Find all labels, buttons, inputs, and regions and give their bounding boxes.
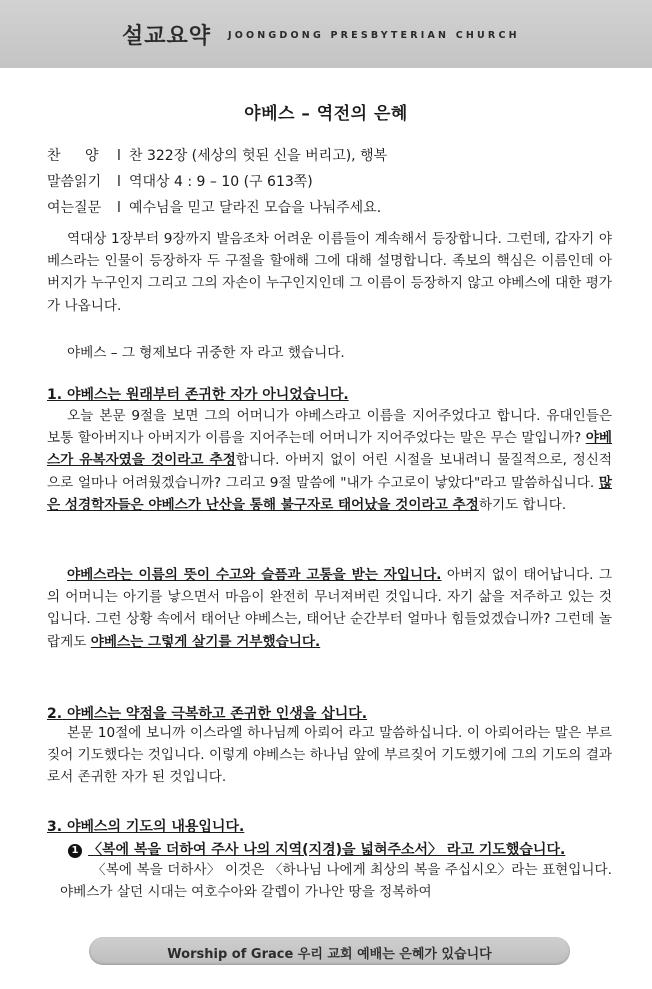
sermon-title: 야베스 – 역전의 은혜 <box>244 104 408 124</box>
section-number: 2. <box>47 706 63 722</box>
prayer-point-text: 〈복에 복을 더하여 주사 나의 지역(지경)을 넓혀주소서〉 라고 기도했습니다. <box>88 842 566 858</box>
jabez-definition <box>47 342 612 364</box>
section-number: 3. <box>47 819 63 835</box>
meta-label: 말씀읽기 <box>47 174 102 190</box>
meta-row-hymn <box>47 145 387 165</box>
emphasis-text: 야베스가 유복자였을 것이라고 추정 <box>47 430 612 469</box>
body-text: 아버지 없이 태어납니다. 그의 어머니는 아기를 낳으면서 마음이 완전히 무너져버린 것입니다. 자기 삶을 저주하고 있는 것입니다. 그런 상황 속에서 태어난 야베스는, 태어난 순간부터 얼마나 힘들었겠습니까? 그런데 놀랍게도 <box>47 567 612 650</box>
body-text: 합니다. 아버지 없이 어린 시절을 보내려니 물질적으로, 정신적으로 얼마나 어려웠겠습니까? 그리고 9절 말씀에 "내가 수고로이 낳았다"라고 말씀하십니다. <box>47 452 612 491</box>
section-1-paragraph-2 <box>47 564 612 653</box>
section-heading-2 <box>47 703 367 723</box>
meta-row-reading <box>47 171 313 191</box>
intro-paragraph <box>47 228 612 317</box>
meta-separator: l <box>117 200 121 216</box>
body-text: 오늘 본문 9절을 보면 그의 어머니가 야베스라고 이름을 지어주었다고 합니다. 유대인들은 보통 할아버지나 아버지가 이름을 지어주는데 어머니가 지어주었다는 말은 무슨 말입니까? <box>47 408 612 447</box>
header-subtitle: JOONGDONG PRESBYTERIAN CHURCH <box>228 30 520 41</box>
meta-label: 찬 양 <box>47 148 109 164</box>
emphasis-text: 야베스라는 이름의 뜻이 수고와 슬픔과 고통을 받는 자입니다. <box>67 567 442 583</box>
section-text: 야베스는 원래부터 존귀한 자가 아니었습니다. <box>66 387 349 403</box>
section-1-paragraph <box>47 405 612 516</box>
section-2-paragraph <box>47 722 612 789</box>
circled-number-icon: 1 <box>68 844 82 858</box>
section-heading-1 <box>47 384 349 404</box>
body-text: 〈복에 복을 더하사〉 이것은 〈하나님 나에게 최상의 복을 주십시오〉라는 표현입니다. 야베스가 살던 시대는 여호수아와 갈렙이 가나안 땅을 정복하여 <box>60 862 612 901</box>
prayer-point <box>68 839 565 859</box>
section-text: 야베스는 약점을 극복하고 존귀한 인생을 삽니다. <box>66 706 368 722</box>
meta-separator: l <box>117 148 121 164</box>
section-text: 야베스의 기도의 내용입니다. <box>66 819 245 835</box>
body-text: 야베스 – 그 형제보다 귀중한 자 라고 했습니다. <box>67 345 345 361</box>
section-3-paragraph <box>60 859 612 903</box>
meta-value: 찬 322장 (세상의 헛된 신을 버리고), 행복 <box>129 148 388 164</box>
meta-separator: l <box>117 174 121 190</box>
section-number: 1. <box>47 387 63 403</box>
emphasis-text: 야베스는 그렇게 살기를 거부했습니다. <box>90 633 321 650</box>
body-text: 본문 10절에 보니까 이스라엘 하나님께 아뢰어 라고 말씀하십니다. 이 아뢰어라는 말은 부르짖어 기도했다는 것입니다. 이렇게 야베스는 하나님 앞에 부르짖어 기도했기에 그의 기도의 결과로서 존귀한 자가 된 것입니다. <box>47 725 612 786</box>
section-heading-3 <box>47 816 244 836</box>
header-title: 설교요약 <box>122 24 212 49</box>
meta-row-question <box>47 197 381 217</box>
meta-value: 역대상 4 : 9 – 10 (구 613쪽) <box>129 174 313 190</box>
meta-label: 여는질문 <box>47 200 102 216</box>
header-banner <box>0 0 652 68</box>
footer-banner <box>89 937 570 965</box>
body-text: 역대상 1장부터 9장까지 발음조차 어려운 이름들이 계속해서 등장합니다. 그런데, 갑자기 야베스라는 인물이 등장하자 두 구절을 할애해 그에 대해 설명합니다. 족보의 핵심은 이름인데 아버지가 누구인지 그리고 그의 자손이 누구인지인데 그 이름이 등장하지 않고 야베스에 대한 평가가 나옵니다. <box>47 231 612 314</box>
footer-text: Worship of Grace 우리 교회 예배는 은혜가 있습니다 <box>167 947 492 962</box>
emphasis-text: 많은 성경학자들은 야베스가 난산을 통해 불구자로 태어났을 것이라고 추정 <box>47 474 612 513</box>
meta-value: 예수님을 믿고 달라진 모습을 나눠주세요. <box>129 200 382 216</box>
body-text: 하기도 합니다. <box>478 496 567 513</box>
